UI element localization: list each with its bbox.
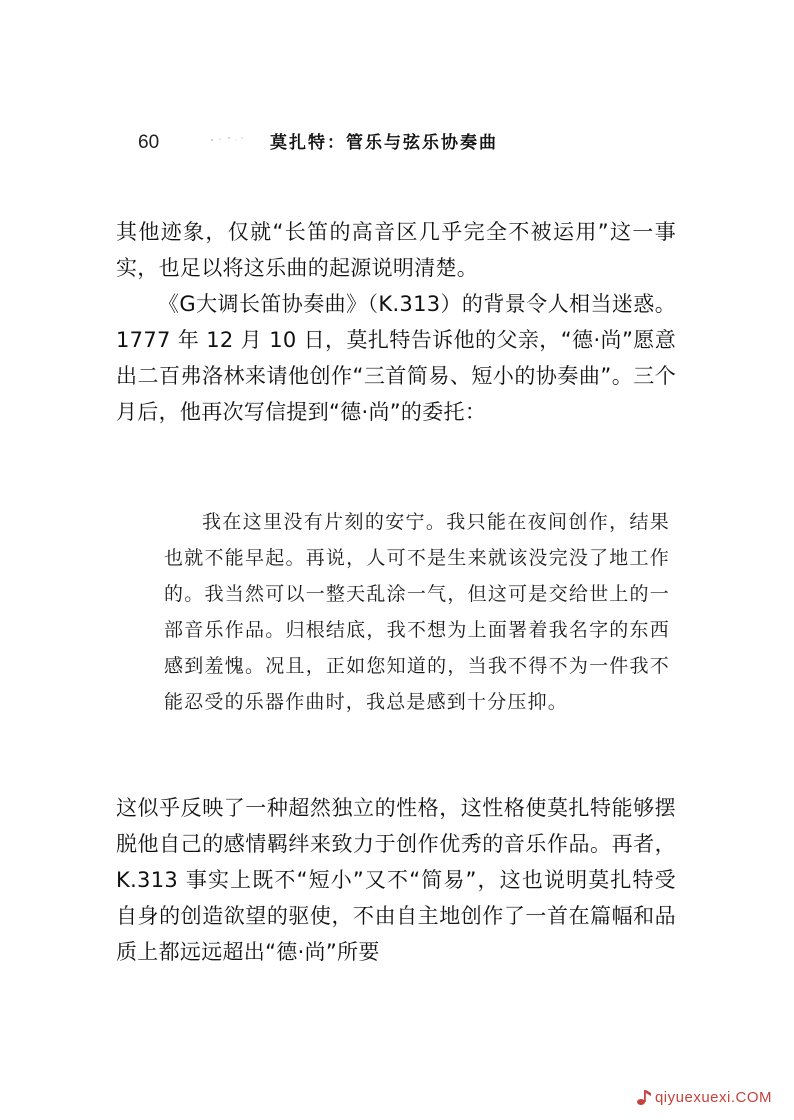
music-note-icon: [636, 1088, 652, 1106]
scan-specks: [208, 136, 248, 142]
watermark-text: qiyuexuexi.COM: [654, 1088, 772, 1106]
site-watermark: [636, 1088, 772, 1106]
running-header-title: 莫扎特：管乐与弦乐协奏曲: [270, 133, 498, 153]
paragraph-3: 这似乎反映了一种超然独立的性格，这性格使莫扎特能够摆脱他自己的感情羁绊来致力于创作优秀的音乐作品。再者，K.313 事实上既不“短小”又不“简易”，这也说明莫扎特受自身的创造欲望的驱使，不由自主地创作了一首在篇幅和品质上都远远超出“德·尚”所要: [116, 796, 676, 964]
paragraph-2: 《G大调长笛协奏曲》（K.313）的背景令人相当迷惑。1777 年 12 月 10 日，莫扎特告诉他的父亲，“德·尚”愿意出二百弗洛林来请他创作“三首简易、短小的协奏曲”。三个月后，他再次写信提到“德·尚”的委托：: [116, 292, 676, 424]
page-number: 60: [138, 132, 160, 153]
running-header: [138, 128, 658, 162]
paragraph-1: 其他迹象，仅就“长笛的高音区几乎完全不被运用”这一事实，也足以将这乐曲的起源说明清楚。: [116, 220, 676, 280]
block-quote: 我在这里没有片刻的安宁。我只能在夜间创作，结果也就不能早起。再说，人可不是生来就该没完没了地工作的。我当然可以一整天乱涂一气，但这可是交给世上的一部音乐作品。归根结底，我不想为上面署着我名字的东西感到羞愧。况且，正如您知道的，当我不得不为一件我不能忍受的乐器作曲时，我总是感到十分压抑。: [164, 511, 670, 713]
